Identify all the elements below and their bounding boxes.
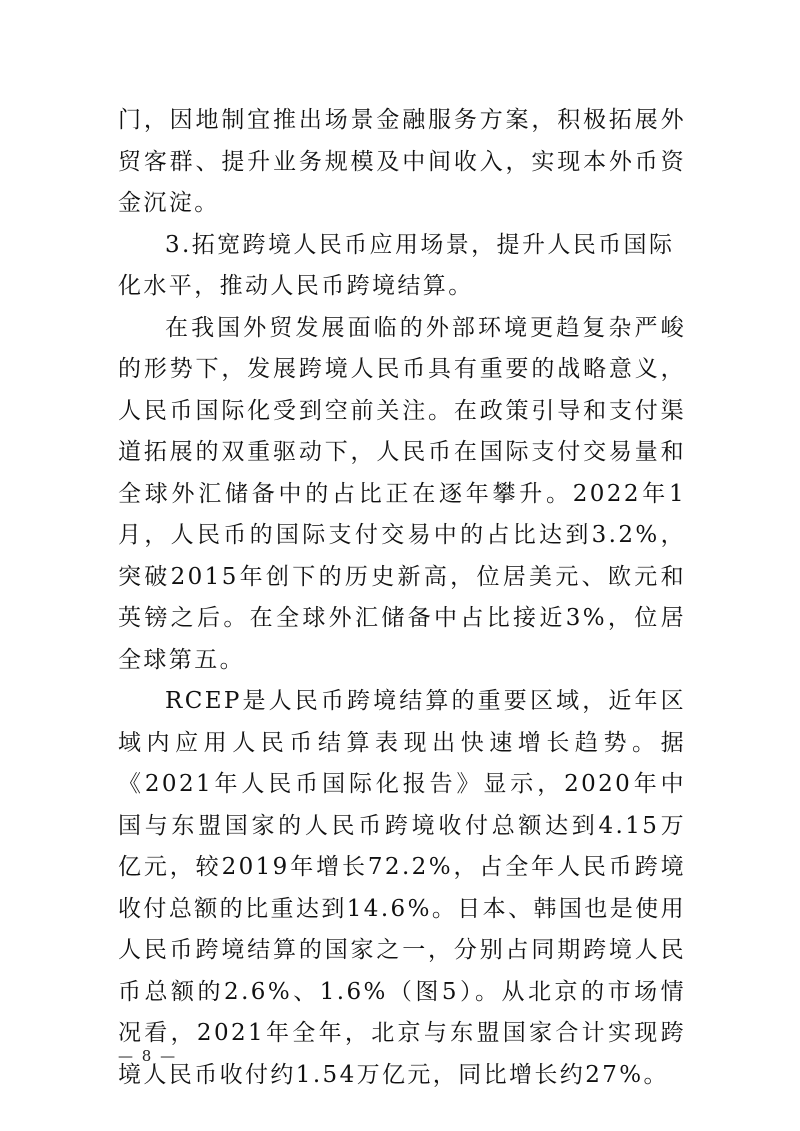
paragraph-rcep: RCEP是人民币跨境结算的重要区域，近年区域内应用人民币结算表现出快速增长趋势。据《2021年人民币国际化报告》显示，2020年中国与东盟国家的人民币跨境收付总额达到4.15万亿元，较2019年增长72.2%，占全年人民币跨境收付总额的比重达到14.6%。日本、韩国也是使用人民币跨境结算的国家之一，分别占同期跨境人民币总额的2.6%、1.6%（图5）。从北京的市场情况看，2021年全年，北京与东盟国家合计实现跨境人民币收付约1.54万亿元，同比增长约27%。 xyxy=(118,688,686,1088)
section-heading-3: 3.拓宽跨境人民币应用场景，提升人民币国际化水平，推动人民币跨境结算。 xyxy=(118,231,675,299)
paragraph-continuation: 门，因地制宜推出场景金融服务方案，积极拓展外贸客群、提升业务规模及中间收入，实现本外币资金沉淀。 xyxy=(118,107,686,216)
paragraph-cross-border-rmb: 在我国外贸发展面临的外部环境更趋复杂严峻的形势下，发展跨境人民币具有重要的战略意义，人民币国际化受到空前关注。在政策引导和支付渠道拓展的双重驱动下，人民币在国际支付交易量和全球外汇储备中的占比正在逐年攀升。2022年1月，人民币的国际支付交易中的占比达到3.2%，突破2015年创下的历史新高，位居美元、欧元和英镑之后。在全球外汇储备中占比接近3%，位居全球第五。 xyxy=(118,314,686,673)
document-page xyxy=(118,100,686,1096)
page-number: — 8 — xyxy=(118,1047,178,1065)
